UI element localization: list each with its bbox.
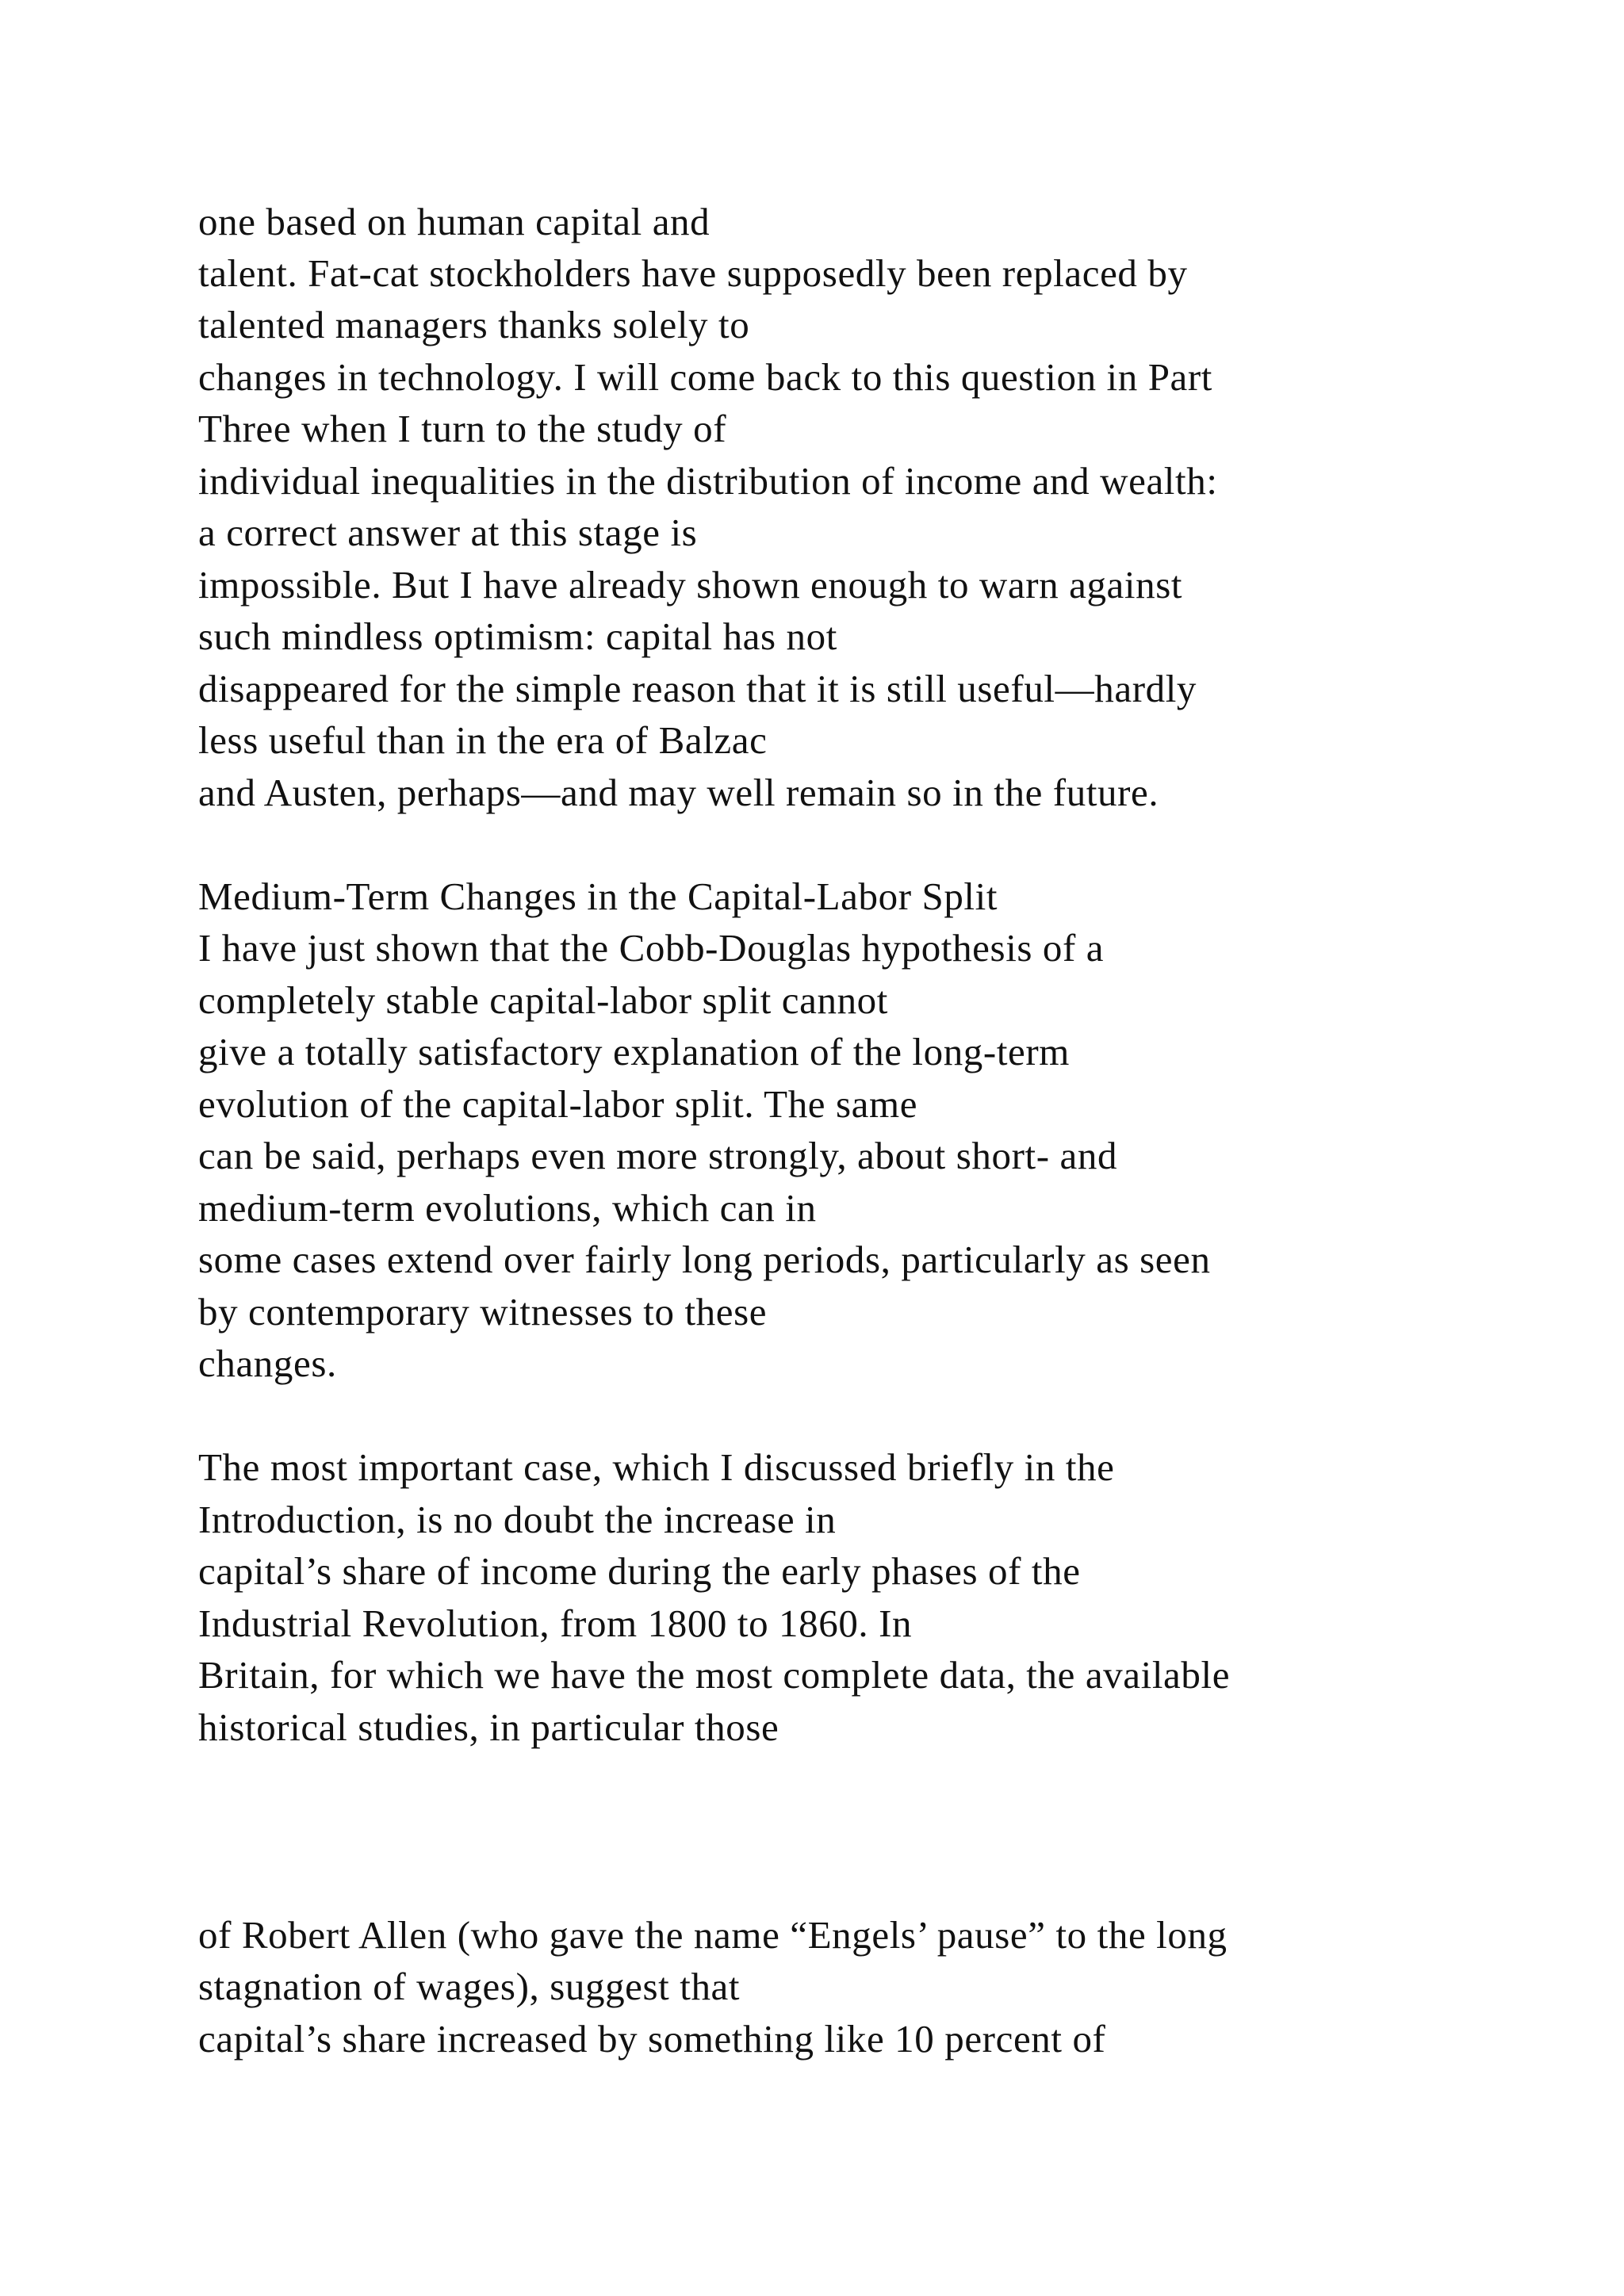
text-line: individual inequalities in the distribution of income and wealth: (198, 459, 1218, 503)
text-line: talent. Fat-cat stockholders have supposedly been replaced by (198, 251, 1188, 295)
text-line: disappeared for the simple reason that it is still useful—hardly (198, 667, 1197, 710)
text-line: Introduction, is no doubt the increase in (198, 1498, 837, 1541)
text-line: less useful than in the era of Balzac (198, 718, 768, 762)
text-line: a correct answer at this stage is (198, 511, 698, 554)
text-line: Industrial Revolution, from 1800 to 1860. In (198, 1601, 913, 1645)
text-line: talented managers thanks solely to (198, 303, 750, 346)
text-line: Britain, for which we have the most complete data, the available (198, 1653, 1231, 1697)
section-heading: Medium-Term Changes in the Capital-Labor Split (198, 874, 998, 918)
text-line: I have just shown that the Cobb-Douglas hypothesis of a (198, 926, 1105, 970)
text-line: changes in technology. I will come back to this question in Part (198, 355, 1213, 399)
text-line: changes. (198, 1341, 337, 1385)
text-line: stagnation of wages), suggest that (198, 1965, 741, 2008)
text-line: capital’s share increased by something like 10 percent of (198, 2017, 1106, 2061)
text-line: by contemporary witnesses to these (198, 1290, 768, 1334)
text-line: some cases extend over fairly long periods, particularly as seen (198, 1238, 1211, 1281)
text-line: capital’s share of income during the early phases of the (198, 1549, 1081, 1593)
text-line: evolution of the capital-labor split. The same (198, 1082, 918, 1126)
text-line: give a totally satisfactory explanation of the long-term (198, 1030, 1071, 1073)
text-line: and Austen, perhaps—and may well remain so in the future. (198, 771, 1159, 814)
text-line: completely stable capital-labor split cannot (198, 978, 888, 1022)
text-line: one based on human capital and (198, 200, 710, 243)
text-line: can be said, perhaps even more strongly, about short- and (198, 1134, 1118, 1177)
text-line: impossible. But I have already shown enough to warn against (198, 563, 1183, 607)
text-line: such mindless optimism: capital has not (198, 614, 837, 658)
text-line: The most important case, which I discussed briefly in the (198, 1445, 1115, 1489)
text-line: Three when I turn to the study of (198, 407, 727, 450)
text-line: medium-term evolutions, which can in (198, 1186, 817, 1230)
text-line: historical studies, in particular those (198, 1705, 779, 1749)
text-line: of Robert Allen (who gave the name “Engels’ pause” to the long (198, 1913, 1228, 1957)
